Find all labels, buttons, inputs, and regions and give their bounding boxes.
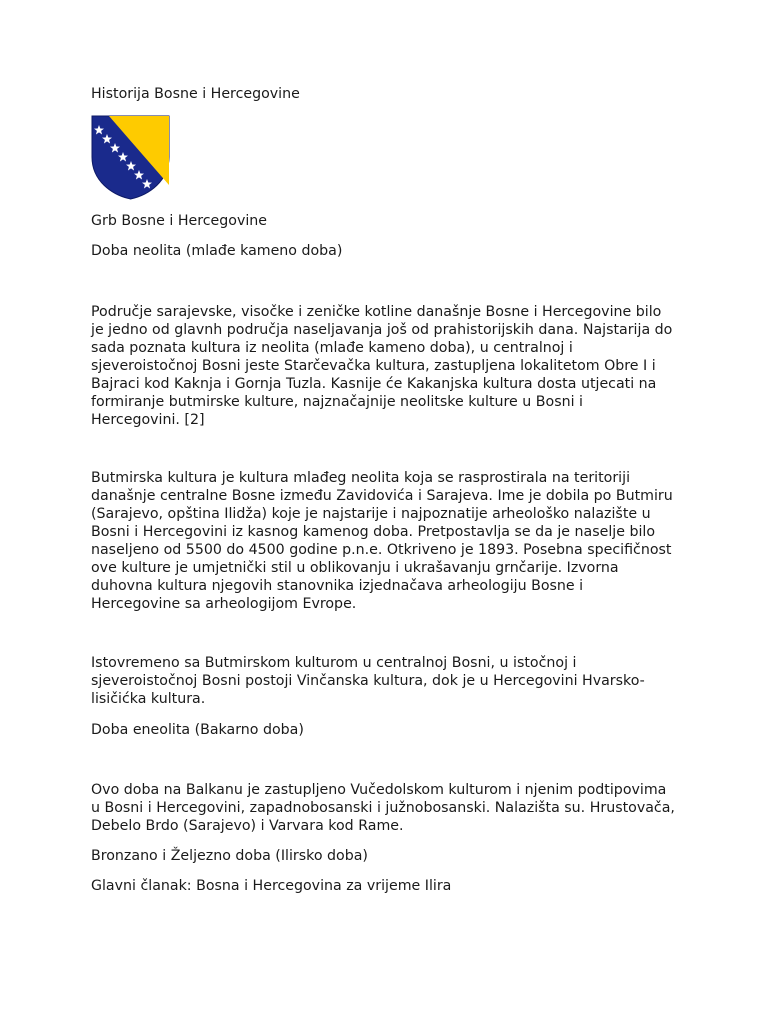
paragraph-line: sada poznata kultura iz neolita (mlađe kameno doba), u centralnoj i: [91, 340, 573, 356]
paragraph-line: Hercegovine sa arheologijom Evrope.: [91, 596, 357, 612]
heading-neolit: Doba neolita (mlađe kameno doba): [91, 243, 343, 259]
paragraph-line: današnje centralne Bosne između Zavidovića i Sarajeva. Ime je dobila po Butmiru: [91, 488, 673, 504]
paragraph-butmir: [91, 469, 691, 613]
paragraph-line: Bajraci kod Kaknja i Gornja Tuzla. Kasnije će Kakanjska kultura dosta utjecati na: [91, 376, 657, 392]
paragraph-line: (Sarajevo, opština Ilidža) koje je najstarije i najpoznatije arheološko nalazište u: [91, 506, 651, 522]
paragraph-line: duhovna kultura njegovih stanovnika izjednačava arheologiju Bosne i: [91, 578, 584, 594]
paragraph-line: u Bosni i Hercegovini, zapadnobosanski i južnobosanski. Nalazišta su. Hrustovača,: [91, 800, 675, 816]
paragraph-neolit: [91, 303, 691, 429]
main-article-note: Glavni članak: Bosna i Hercegovina za vrijeme Ilira: [91, 878, 452, 894]
paragraph-line: je jedno od glavnh područja naseljavanja još od prahistorijskih dana. Najstarija do: [91, 322, 673, 338]
heading-bronze-iron: Bronzano i Željezno doba (Ilirsko doba): [91, 848, 368, 864]
paragraph-vinca: [91, 654, 691, 708]
paragraph-line: sjeveroistočnoj Bosni postoji Vinčanska kultura, dok je u Hercegovini Hvarsko-: [91, 673, 645, 689]
heading-eneolit: Doba eneolita (Bakarno doba): [91, 722, 304, 738]
bosnia-coat-of-arms-icon: [91, 115, 170, 200]
paragraph-line: Ovo doba na Balkanu je zastupljeno Vučedolskom kulturom i njenim podtipovima: [91, 782, 667, 798]
paragraph-vucedol: [91, 781, 691, 835]
paragraph-line: Debelo Brdo (Sarajevo) i Varvara kod Rame.: [91, 818, 404, 834]
paragraph-line: Hercegovini. [2]: [91, 412, 205, 428]
paragraph-line: Područje sarajevske, visočke i zeničke kotline današnje Bosne i Hercegovine bilo: [91, 304, 662, 320]
paragraph-line: formiranje butmirske kulture, najznačajnije neolitske kulture u Bosni i: [91, 394, 583, 410]
paragraph-line: sjeveroistočnoj Bosni jeste Starčevačka kultura, zastupljena lokalitetom Obre I i: [91, 358, 656, 374]
paragraph-line: Butmirska kultura je kultura mlađeg neolita koja se rasprostirala na teritoriji: [91, 470, 631, 486]
paragraph-line: lisičićka kultura.: [91, 691, 206, 707]
paragraph-line: ove kulture je umjetnički stil u oblikovanju i ukrašavanju grnčarije. Izvorna: [91, 560, 619, 576]
coat-caption: Grb Bosne i Hercegovine: [91, 213, 268, 229]
paragraph-line: Istovremeno sa Butmirskom kulturom u centralnoj Bosni, u istočnoj i: [91, 655, 577, 671]
document-title: Historija Bosne i Hercegovine: [91, 86, 300, 102]
paragraph-line: Bosni i Hercegovini iz kasnog kamenog doba. Pretpostavlja se da je naselje bilo: [91, 524, 656, 540]
paragraph-line: naseljeno od 5500 do 4500 godine p.n.e. Otkriveno je 1893. Posebna specifičnost: [91, 542, 672, 558]
